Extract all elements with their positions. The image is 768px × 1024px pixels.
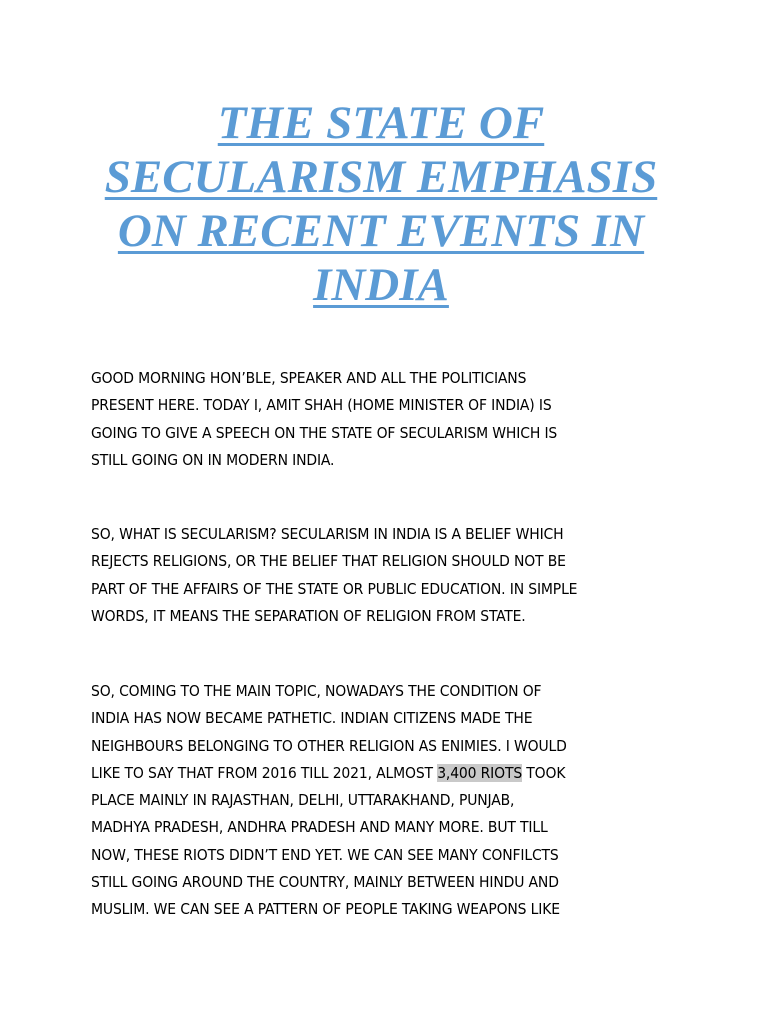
paragraph-main-topic: [91, 678, 691, 924]
title-line: INDIA: [313, 259, 449, 311]
text-line: PLACE MAINLY IN RAJASTHAN, DELHI, UTTARAKHAND, PUNJAB,: [91, 791, 515, 810]
text-line: PRESENT HERE. TODAY I, AMIT SHAH (HOME MINISTER OF INDIA) IS: [91, 396, 552, 415]
text-line: NEIGHBOURS BELONGING TO OTHER RELIGION AS ENIMIES. I WOULD: [91, 736, 567, 755]
title-line: THE STATE OF: [217, 97, 545, 149]
text-line: REJECTS RELIGIONS, OR THE BELIEF THAT RELIGION SHOULD NOT BE: [91, 552, 566, 571]
text-line: MUSLIM. WE CAN SEE A PATTERN OF PEOPLE TAKING WEAPONS LIKE: [91, 900, 560, 919]
text-line: INDIA HAS NOW BECAME PATHETIC. INDIAN CITIZENS MADE THE: [91, 709, 533, 728]
text-line: PART OF THE AFFAIRS OF THE STATE OR PUBLIC EDUCATION. IN SIMPLE: [91, 579, 578, 598]
text-line-with-highlight: [91, 760, 691, 787]
paragraph-greeting: [91, 365, 691, 474]
text-line: GOOD MORNING HON’BLE, SPEAKER AND ALL THE POLITICIANS: [91, 369, 527, 387]
text-line: STILL GOING AROUND THE COUNTRY, MAINLY BETWEEN HINDU AND: [91, 873, 559, 892]
text-line: STILL GOING ON IN MODERN INDIA.: [91, 450, 335, 469]
text-line: MADHYA PRADESH, ANDHRA PRADESH AND MANY MORE. BUT TILL: [91, 818, 548, 837]
title-line: SECULARISM EMPHASIS: [104, 151, 658, 203]
text-line: NOW, THESE RIOTS DIDN’T END YET. WE CAN SEE MANY CONFILCTS: [91, 845, 559, 864]
text-segment: TOOK: [522, 763, 566, 782]
highlighted-text: 3,400 RIOTS: [437, 763, 523, 782]
text-line: SO, COMING TO THE MAIN TOPIC, NOWADAYS THE CONDITION OF: [91, 682, 542, 700]
text-segment: LIKE TO SAY THAT FROM 2016 TILL 2021, ALMOST: [91, 763, 438, 782]
text-line: SO, WHAT IS SECULARISM? SECULARISM IN INDIA IS A BELIEF WHICH: [91, 525, 564, 543]
text-line: GOING TO GIVE A SPEECH ON THE STATE OF SECULARISM WHICH IS: [91, 423, 558, 442]
paragraph-definition: [91, 521, 691, 630]
title-line: ON RECENT EVENTS IN: [117, 205, 645, 257]
text-line: WORDS, IT MEANS THE SEPARATION OF RELIGION FROM STATE.: [91, 606, 526, 625]
document-title: [90, 96, 672, 312]
